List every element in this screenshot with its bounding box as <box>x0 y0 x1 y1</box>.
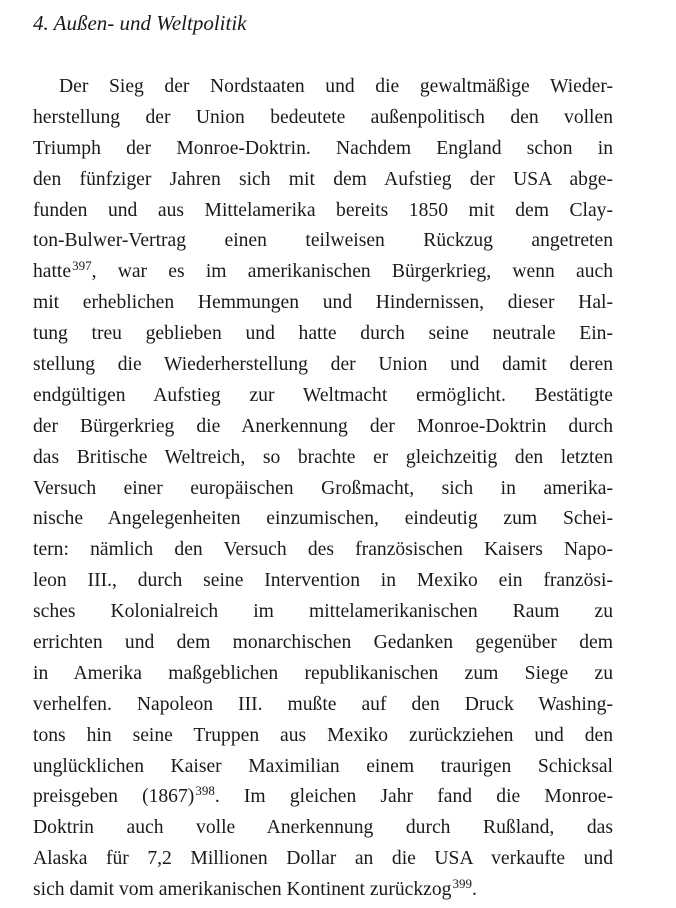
text-line: den fünfziger Jahren sich mit dem Aufstieg der USA abge- <box>33 168 613 190</box>
text-line: Doktrin auch volle Anerkennung durch Rußland, das <box>33 817 613 839</box>
line-text-before-footnote: preisgeben (1867) <box>33 786 195 808</box>
text-line: verhelfen. Napoleon III. mußte auf den Druck Washing- <box>33 693 613 715</box>
text-line: sches Kolonialreich im mittelamerikanischen Raum zu <box>33 601 613 623</box>
text-line: nische Angelegenheiten einzumischen, eindeutig zum Schei- <box>33 508 613 530</box>
text-line: tung treu geblieben und hatte durch seine neutrale Ein- <box>33 323 613 345</box>
line-text-before-footnote: hatte <box>33 261 72 283</box>
line-text-after-footnote: . Im gleichen Jahr fand die Monroe- <box>214 786 613 808</box>
text-line: stellung die Wiederherstellung der Union und damit deren <box>33 354 613 376</box>
text-line: Triumph der Monroe-Doktrin. Nachdem England schon in <box>33 137 613 159</box>
text-line: ton-Bulwer-Vertrag einen teilweisen Rückzug angetreten <box>33 230 613 252</box>
line-text-after-footnote: . <box>471 879 477 901</box>
footnote-marker[interactable]: 399 <box>452 876 472 892</box>
footnote-marker[interactable]: 397 <box>72 258 92 274</box>
text-line: Alaska für 7,2 Millionen Dollar an die USA verkaufte und <box>33 848 613 870</box>
footnote-marker[interactable]: 398 <box>195 783 215 799</box>
text-line: funden und aus Mittelamerika bereits 1850 mit dem Clay- <box>33 199 613 221</box>
text-line: Versuch einer europäischen Großmacht, sich in amerika- <box>33 477 613 499</box>
text-line: der Bürgerkrieg die Anerkennung der Monroe-Doktrin durch <box>33 415 613 437</box>
text-line: errichten und dem monarchischen Gedanken gegenüber dem <box>33 632 613 654</box>
text-line: leon III., durch seine Intervention in Mexiko ein französi- <box>33 570 613 592</box>
section-heading: 4. Außen- und Weltpolitik <box>33 11 247 35</box>
text-line-with-footnote <box>33 875 613 906</box>
text-line: tern: nämlich den Versuch des französischen Kaisers Napo- <box>33 539 613 561</box>
text-line: tons hin seine Truppen aus Mexiko zurückziehen und den <box>33 724 613 746</box>
text-line-with-footnote <box>33 257 613 288</box>
text-line: das Britische Weltreich, so brachte er gleichzeitig den letzten <box>33 446 613 468</box>
text-line: Der Sieg der Nordstaaten und die gewaltmäßige Wieder- <box>59 76 613 97</box>
body-paragraph <box>33 72 613 906</box>
text-line: unglücklichen Kaiser Maximilian einem traurigen Schicksal <box>33 755 613 777</box>
text-line: endgültigen Aufstieg zur Weltmacht ermöglicht. Bestätigte <box>33 384 613 406</box>
line-text-after-footnote: , war es im amerikanischen Bürgerkrieg, wenn auch <box>91 261 613 283</box>
text-line: in Amerika maßgeblichen republikanischen zum Siege zu <box>33 662 613 684</box>
text-line-with-footnote <box>33 782 613 813</box>
text-line: mit erheblichen Hemmungen und Hindernissen, dieser Hal- <box>33 292 613 314</box>
text-line: herstellung der Union bedeutete außenpolitisch den vollen <box>33 106 613 128</box>
line-text-before-footnote: sich damit vom amerikanischen Kontinent zurückzog <box>33 879 452 901</box>
